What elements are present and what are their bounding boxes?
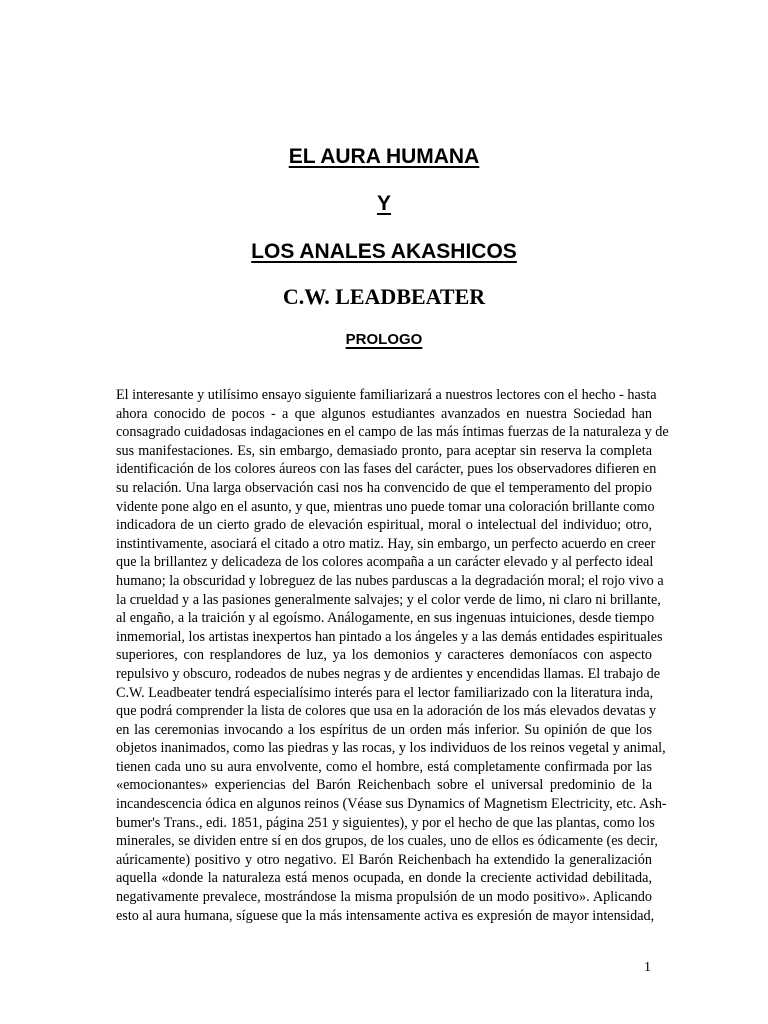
body-line: aúricamente) positivo y otro negativo. El Barón Reichenbach ha extendido la generalización: [116, 851, 652, 868]
body-line: negativamente prevalece, mostrándose la misma propulsión de un modo positivo». Aplicando: [116, 889, 652, 906]
body-line: tienen cada uno su aura envolvente, como el hombre, está completamente confirmada por las: [116, 758, 652, 775]
body-line: la crueldad y a las pasiones generalmente salvajes; y el color verde de limo, ni claro ni brillante,: [116, 591, 661, 608]
body-line: repulsivo y obscuro, rodeados de nubes negras y de ardientes y encendidas llamas. El trabajo de: [116, 665, 661, 682]
body-line: humano; la obscuridad y lobreguez de las nubes parduscas a la degradación moral; el rojo vivo a: [116, 572, 664, 589]
body-line: indicadora de un cierto grado de elevación espiritual, moral o intelectual del individuo; otro,: [116, 517, 652, 534]
title-line-1: EL AURA HUMANA: [288, 145, 480, 168]
section-heading: PROLOGO: [345, 331, 423, 348]
body-line: bumer's Trans., edi. 1851, página 251 y siguientes), y por el hecho de que las plantas, como los: [116, 814, 655, 831]
body-line: esto al aura humana, síguese que la más intensamente activa es expresión de mayor intensidad,: [116, 907, 655, 924]
body-line: al engaño, a la traición y al egoísmo. Análogamente, en sus ingenuas intuiciones, desde tiempo: [116, 610, 655, 627]
body-line: superiores, con resplandores de luz, ya los demonios y caracteres demoníacos con aspecto: [116, 647, 652, 664]
body-line: vidente pone algo en el asunto, y que, mientras uno puede tomar una coloración brillante como: [116, 498, 655, 515]
body-line: El interesante y utilísimo ensayo siguiente familiarizará a nuestros lectores con el hecho - hasta: [116, 387, 657, 403]
body-line: incandescencia ódica en algunos reinos (Véase sus Dynamics of Magnetism Electricity, etc. Ash-: [116, 796, 667, 813]
body-line: aquella «donde la naturaleza está menos ocupada, en donde la creciente actividad debilitada,: [116, 870, 652, 887]
body-line: que la brillantez y delicadeza de los colores acompaña a un carácter elevado y al perfecto ideal: [116, 554, 654, 571]
body-line: instintivamente, asociará el citado a otro matiz. Hay, sin embargo, un perfecto acuerdo en creer: [116, 535, 656, 552]
body-line: inmemorial, los artistas inexpertos han pintado a los ángeles y a las demás entidades espirituales: [116, 628, 663, 645]
body-line: minerales, se dividen entre sí en dos grupos, de los cuales, uno de ellos es ódicamente (es decir,: [116, 833, 658, 850]
body-paragraph: [116, 386, 669, 925]
title-line-3: LOS ANALES AKASHICOS: [251, 240, 517, 263]
body-line: que podrá comprender la lista de colores que usa en la adoración de los más elevados devatas y: [116, 703, 657, 720]
body-line: su relación. Una larga observación casi nos ha convencido de que el temperamento del propio: [116, 479, 652, 496]
body-line: C.W. Leadbeater tendrá especialísimo interés para el lector familiarizado con la literatura inda,: [116, 684, 654, 701]
body-line: en las ceremonias invocando a los espíritus de un orden más inferior. Su opinión de que los: [116, 721, 652, 738]
author-name: C.W. LEADBEATER: [282, 284, 486, 309]
body-line: objetos inanimados, como las piedras y las rocas, y los individuos de los reinos vegetal y animal,: [116, 740, 666, 757]
body-line: consagrado cuidadosas indagaciones en el campo de las más íntimas fuerzas de la naturaleza y de: [116, 424, 669, 441]
body-line: identificación de los colores áureos con las fases del carácter, pues los observadores difieren en: [116, 461, 657, 478]
page-number: 1: [644, 960, 651, 975]
body-line: «emocionantes» experiencias del Barón Reichenbach sobre el universal predominio de la: [116, 777, 652, 794]
body-line: sus manifestaciones. Es, sin embargo, demasiado pronto, para aceptar sin reserva la completa: [116, 442, 652, 459]
body-line: ahora conocido de pocos - a que algunos estudiantes avanzados en nuestra Sociedad han: [116, 405, 652, 422]
title-line-2: Y: [376, 192, 391, 215]
